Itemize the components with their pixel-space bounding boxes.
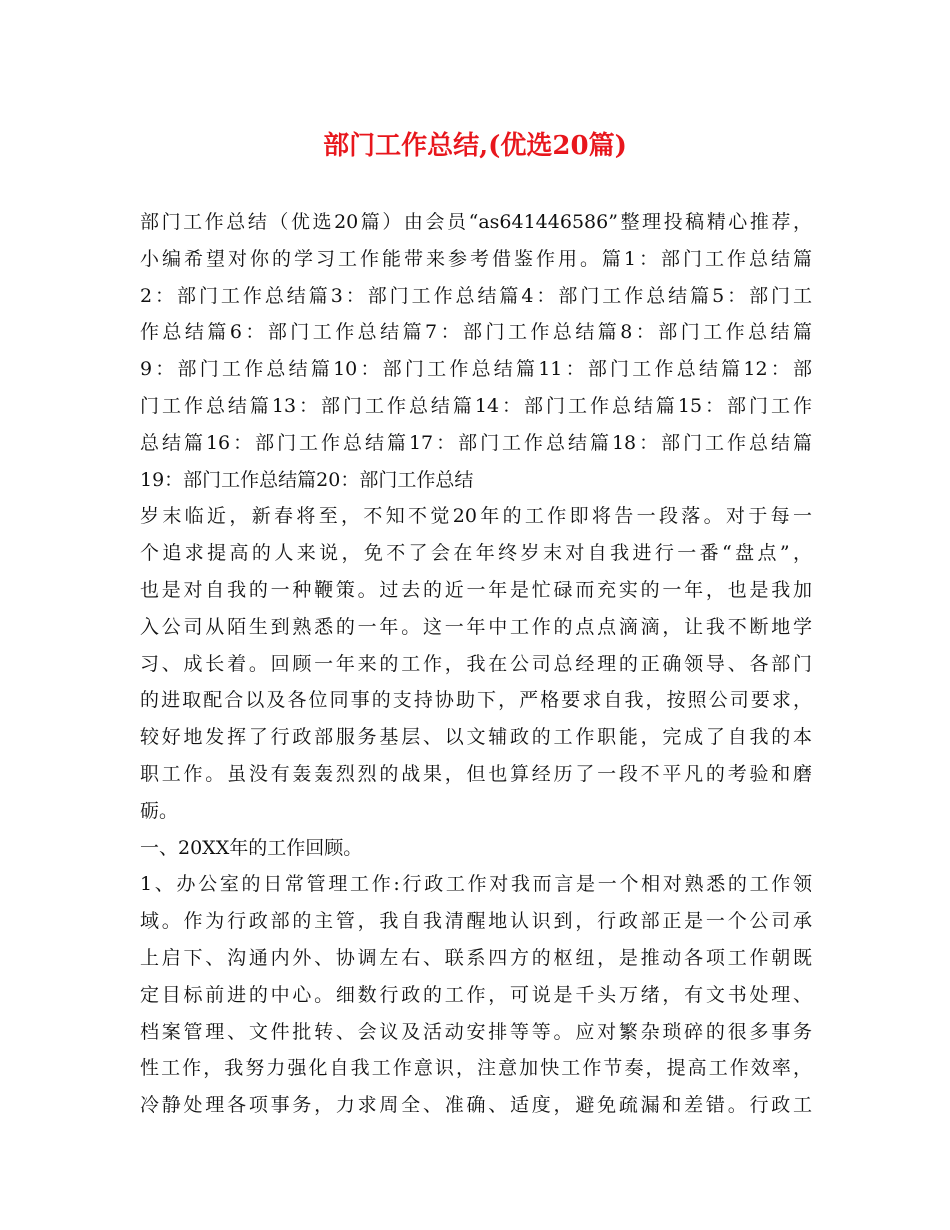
text-line: 冷静处理各项事务，力求周全、准确、适度，避免疏漏和差错。行政工 [140,1094,812,1117]
document-title: 部门工作总结,(优选20篇) [323,131,627,161]
text-line: 1、办公室的日常管理工作:行政工作对我而言是一个相对熟悉的工作领 [140,873,812,896]
text-line: 上启下、沟通内外、协调左右、联系四方的枢纽，是推动各项工作朝既 [140,946,812,969]
text-line: 总结篇16：部门工作总结篇17：部门工作总结篇18：部门工作总结篇 [140,431,812,454]
text-line: 砺。 [140,799,179,822]
text-line: 2：部门工作总结篇3：部门工作总结篇4：部门工作总结篇5：部门工 [140,284,812,307]
text-line: 域。作为行政部的主管，我自我清醒地认识到，行政部正是一个公司承 [140,910,812,933]
text-line: 定目标前进的中心。细数行政的工作，可说是千头万绪，有文书处理、 [140,983,812,1006]
text-line: 作总结篇6：部门工作总结篇7：部门工作总结篇8：部门工作总结篇 [140,321,812,344]
text-line: 部门工作总结（优选20篇）由会员“as641446586”整理投稿精心推荐， [140,211,812,233]
document-body [140,204,812,1124]
text-line: 一、20XX年的工作回顾。 [140,836,363,859]
text-line: 入公司从陌生到熟悉的一年。这一年中工作的点点滴滴，让我不断地学 [140,615,812,638]
text-line: 个追求提高的人来说，免不了会在年终岁末对自我进行一番“盘点”， [140,542,812,565]
text-line: 习、成长着。回顾一年来的工作，我在公司总经理的正确领导、各部门 [140,652,812,675]
text-line: 小编希望对你的学习工作能带来参考借鉴作用。篇1：部门工作总结篇 [140,247,812,270]
text-line: 的进取配合以及各位同事的支持协助下，严格要求自我，按照公司要求， [140,689,812,712]
text-line: 也是对自我的一种鞭策。过去的近一年是忙碌而充实的一年，也是我加 [140,578,812,601]
text-line: 较好地发挥了行政部服务基层、以文辅政的工作职能，完成了自我的本 [140,726,812,749]
text-line: 门工作总结篇13：部门工作总结篇14：部门工作总结篇15：部门工作 [140,394,812,417]
text-line: 9：部门工作总结篇10：部门工作总结篇11：部门工作总结篇12：部 [140,358,812,381]
text-line: 性工作，我努力强化自我工作意识，注意加快工作节奏，提高工作效率， [140,1057,812,1080]
text-line: 岁末临近，新春将至，不知不觉20年的工作即将告一段落。对于每一 [140,505,812,528]
text-line: 19：部门工作总结篇20：部门工作总结 [140,468,474,491]
text-line: 档案管理、文件批转、会议及活动安排等等。应对繁杂琐碎的很多事务 [140,1020,812,1043]
text-line: 职工作。虽没有轰轰烈烈的战果，但也算经历了一段不平凡的考验和磨 [140,762,812,785]
